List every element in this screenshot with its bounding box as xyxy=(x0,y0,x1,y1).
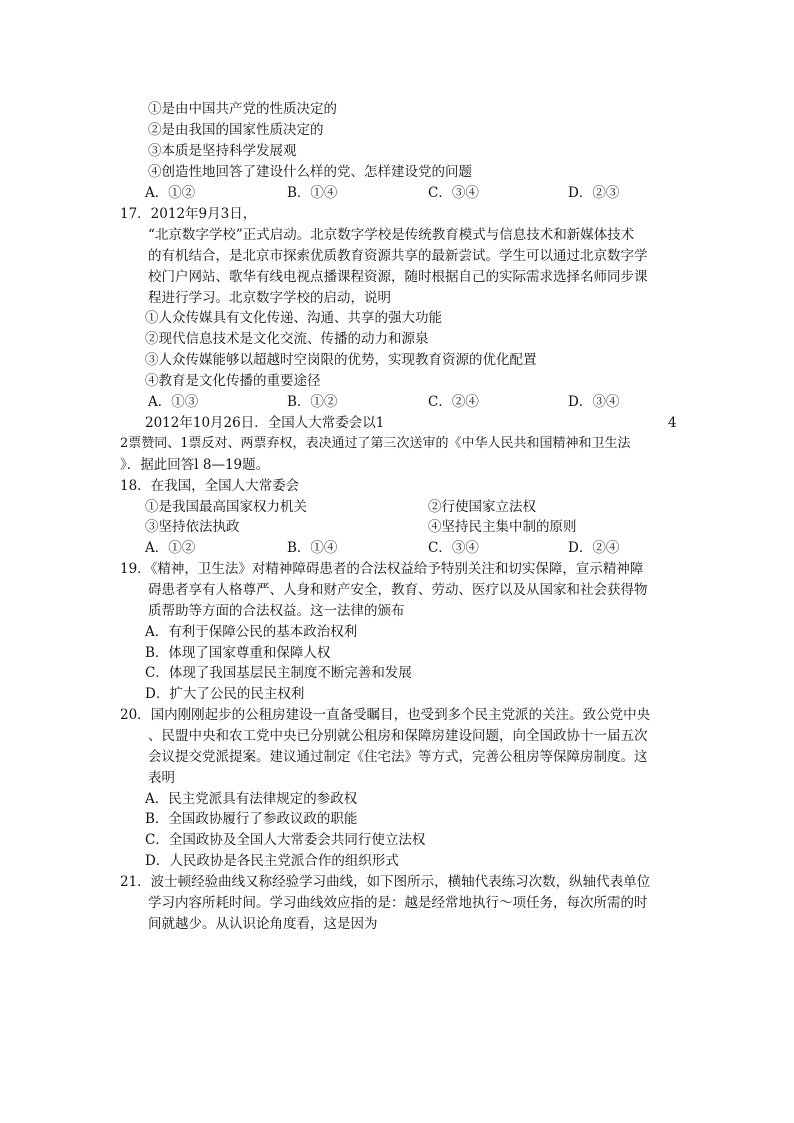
q18-item-4: ④坚持民主集中制的原则 xyxy=(428,519,577,535)
q19-text-1: 19．《精神，卫生法》对精神障碍患者的合法权益给予特别关注和切实保障，宣示精神障 xyxy=(120,561,644,577)
q20-option-d: D．人民政协是各民主党派合作的组织形式 xyxy=(145,853,399,869)
q17-option-d: D．③④ xyxy=(568,394,620,410)
q18-item-1: ①是我国最高国家权力机关 xyxy=(145,499,307,515)
q17-option-b: B．①② xyxy=(287,394,338,410)
q18-item-3: ③坚持依法执政 xyxy=(145,519,240,535)
q20-text-1: 20．国内刚刚起步的公租房建设一直备受瞩目，也受到多个民主党派的关注。致公党中央 xyxy=(120,707,651,723)
q19-option-b: B．体现了国家尊重和保障人权 xyxy=(145,645,331,661)
intro-line-1-tail: 4 xyxy=(668,415,677,431)
q16-item-1: ①是由中国共产党的性质决定的 xyxy=(148,101,337,117)
intro-line-3: 》．据此回答l 8—19题。 xyxy=(120,457,270,473)
q18-option-b: B．①④ xyxy=(287,540,338,556)
q16-item-4: ④创造性地回答了建设什么样的党、怎样建设党的问题 xyxy=(148,164,472,180)
q18-option-c: C．③④ xyxy=(428,540,479,556)
q16-item-3: ③本质是坚持科学发展观 xyxy=(148,143,297,159)
q20-option-c: C．全国政协及全国人大常委会共同行使立法权 xyxy=(145,832,426,848)
q19-option-a: A．有利于保障公民的基本政治权利 xyxy=(145,624,358,640)
q17-text-4: 程进行学习。北京数字学校的启动，说明 xyxy=(148,290,391,306)
q20-text-4: 表明 xyxy=(148,770,175,786)
q19-option-d: D．扩大了公民的民主权利 xyxy=(145,686,305,702)
q17-option-c: C．②④ xyxy=(428,394,479,410)
q20-text-3: 会议提交党派提案。建议通过制定《住宅法》等方式，完善公租房等保障房制度。这 xyxy=(148,749,648,765)
q17-option-a: A．①③ xyxy=(148,394,199,410)
q17-item-1: ①人众传媒具有文化传递、沟通、共享的强大功能 xyxy=(145,310,442,326)
q19-text-3: 质帮助等方面的合法权益。这一法律的颁布 xyxy=(148,603,405,619)
q20-text-2: 、民盟中央和农工党中央已分别就公租房和保障房建设问题，向全国政协十一届五次 xyxy=(148,728,648,744)
q16-option-b: B．①④ xyxy=(287,185,338,201)
q20-option-a: A．民主党派具有法律规定的参政权 xyxy=(145,791,358,807)
q17-item-4: ④教育是文化传播的重要途径 xyxy=(145,373,321,389)
intro-line-2: 2票赞同、1票反对、两票弃权，表决通过了第三次送审的《中华人民共和国精神和卫生法 xyxy=(120,436,631,451)
q18-head: 18．在我国，全国人大常委会 xyxy=(120,478,300,494)
q18-option-a: A．①② xyxy=(145,540,196,556)
q17-text-2: 的有机结合，是北京市探索优质教育资源共享的最新尝试。学生可以通过北京数字学 xyxy=(148,248,648,264)
q16-option-c: C．③④ xyxy=(428,185,479,201)
q18-item-2: ②行使国家立法权 xyxy=(428,499,536,515)
intro-line-1: 2012年10月26日．全国人大常委会以1 xyxy=(145,415,385,431)
q16-item-2: ②是由我国的国家性质决定的 xyxy=(148,122,324,138)
q17-text-1: “北京数字学校”正式启动。北京数字学校是传统教育模式与信息技术和新媒体技术 xyxy=(148,227,635,243)
q20-option-b: B．全国政协履行了参政议政的职能 xyxy=(145,811,358,827)
q17-text-3: 校门户网站、歌华有线电视点播课程资源，随时根据自己的实际需求选择名师同步课 xyxy=(148,269,648,285)
q17-head: 17．2012年9月3日， xyxy=(120,206,257,222)
q19-option-c: C．体现了我国基层民主制度不断完善和发展 xyxy=(145,665,412,681)
q19-text-2: 碍患者享有人格尊严、人身和财产安全，教育、劳动、医疗以及从国家和社会获得物 xyxy=(148,582,648,598)
q18-option-d: D．②④ xyxy=(568,540,620,556)
q21-text-3: 间就越少。从认识论角度看，这是因为 xyxy=(148,916,378,932)
q17-item-2: ②现代信息技术是文化交流、传播的动力和源泉 xyxy=(145,331,429,347)
q16-option-d: D．②③ xyxy=(568,185,620,201)
q17-item-3: ③人众传媒能够以超越时空岗限的优势，实现教育资源的优化配置 xyxy=(145,352,537,368)
q21-text-1: 21．波士顿经验曲线又称经验学习曲线，如下图所示，横轴代表练习次数，纵轴代表单位 xyxy=(120,874,651,890)
q16-option-a: A．①② xyxy=(145,185,196,201)
q21-text-2: 学习内容所耗时间。学习曲线效应指的是：越是经常地执行～项任务，每次所需的时 xyxy=(148,895,648,911)
